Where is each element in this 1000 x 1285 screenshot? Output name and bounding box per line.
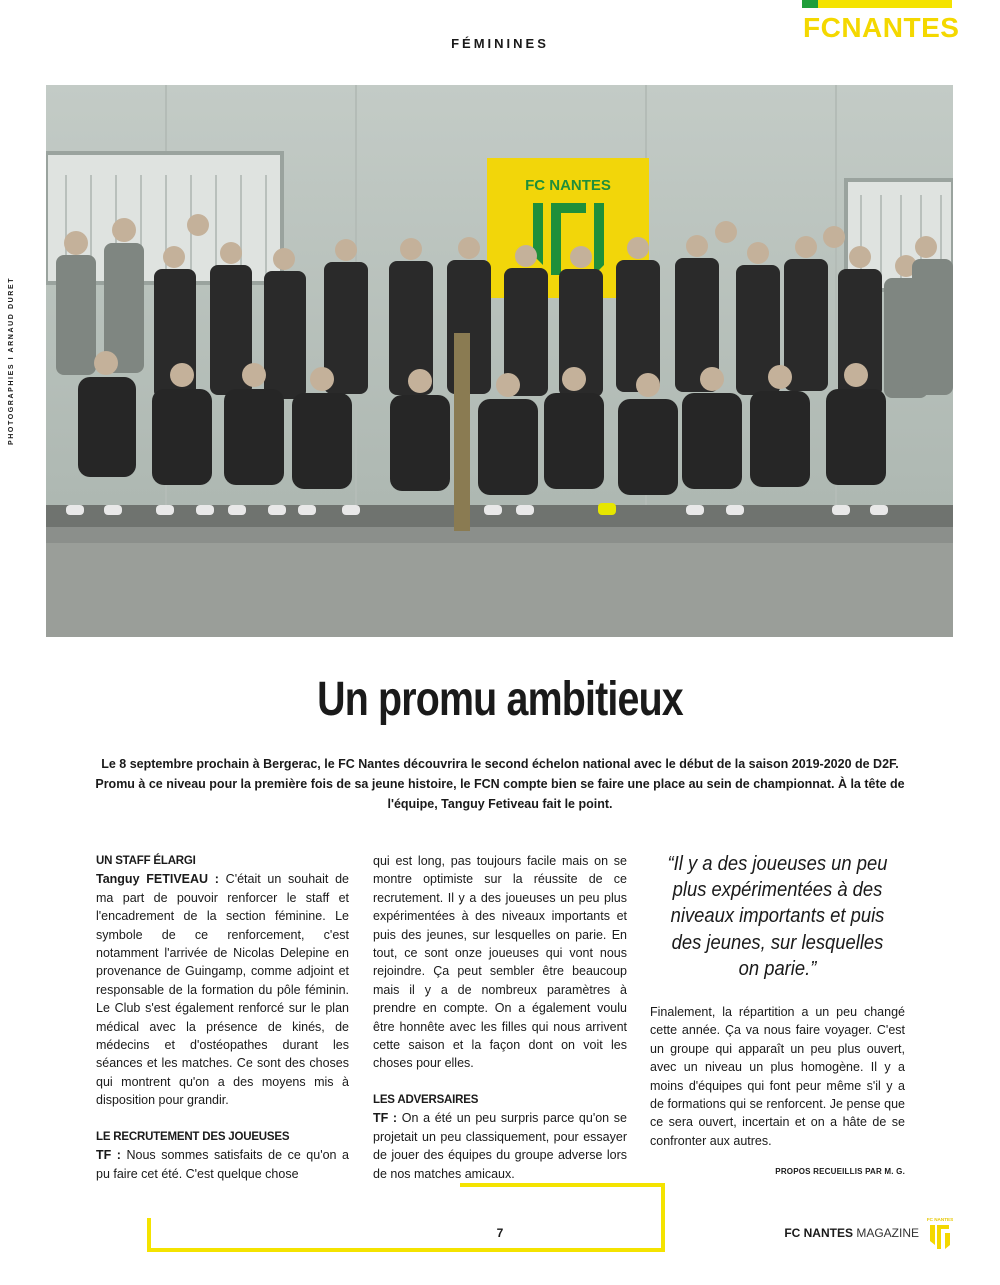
paragraph-staff: Tanguy FETIVEAU : C'était un souhait de ma part de pouvoir renforcer le staff et l'encadrement de la section féminine. Le symbole de ce renforcement, c'est notamment l'arrivée de Nicolas Delepine en provenance de Guingamp, comme adjoint et responsable de la formation du pôle féminin. Le Club s'est également renforcé sur le plan médical avec la présence de kinés, de médecins et d'ostéopathes durant les séances et les matches. Ce sont des choses qui montrent qu'on a des moyens mis à disposition pour grandir.	[96, 872, 349, 1108]
paragraph-opponents: TF : On a été un peu surpris parce qu'on se projetait un peu classiquement, pour essayer de jouer des équipes du groupe adverse lors de nos matches amicaux.	[373, 1111, 627, 1181]
brand-bar-yellow	[818, 0, 952, 8]
frame-line-right	[661, 1183, 665, 1252]
article-column-1	[96, 852, 349, 1183]
brand-bar-green	[802, 0, 818, 8]
team-photo-illustration	[46, 85, 953, 637]
team-photo	[46, 85, 953, 637]
subheading-recruitment: LE RECRUTEMENT DES JOUEUSES	[96, 1130, 290, 1143]
subheading-staff: UN STAFF ÉLARGI	[96, 855, 196, 867]
speaker-label: Tanguy FETIVEAU :	[96, 872, 219, 887]
paragraph-recruitment: TF : Nous sommes satisfaits de ce qu'on a pu faire cet été. C'est quelque chose	[96, 1148, 349, 1181]
subheading-opponents: LES ADVERSAIRES	[373, 1093, 479, 1106]
brand-logotype: FCNANTES	[803, 12, 960, 43]
frame-line-bottom	[147, 1248, 665, 1252]
byline: PROPOS RECUEILLIS PAR M. G.	[775, 1167, 905, 1176]
speaker-label: TF :	[373, 1111, 398, 1126]
pull-quote: “Il y a des joueuses un peu plus expérimentées à des niveaux importants et puis des jeunes, sur lesquelles on parie.”	[667, 853, 888, 980]
paragraph-opponents-continued: Finalement, la répartition a un peu changé cette année. Ça va nous faire voyager. C'est un groupe qui apparaît un peu plus ouvert, avec un niveau un plus homogène. Il y a moins d'équipes qui font peur même s'il y a de formations qui se renforcent. Je pense que ce sera ouvert, incertain et on a hâte de se confronter aux autres.	[650, 1005, 905, 1148]
svg-text:FC NANTES: FC NANTES	[926, 1217, 954, 1222]
sign-text: FC NANTES	[525, 177, 611, 194]
paragraph-recruitment-continued: qui est long, pas toujours facile mais on se montre optimiste sur la réussite de ce recrutement. Il y a des joueuses un peu plus expérimentées à des niveaux importants et puis des jeunes, sur lesquelles on parie. En tout, ce sont onze joueuses qui vont nous rejoindre. Ça peut sembler être beaucoup mais il y a de nombreux paramètres à prendre en compte. On a également voulu être honnête avec les filles qui nous arrivent cette saison et la façon dont on voit les choses pour elles.	[373, 854, 627, 1071]
article-column-2	[373, 852, 627, 1183]
magazine-name: FC NANTES MAGAZINE	[784, 1226, 919, 1240]
page-number: 7	[496, 1226, 504, 1240]
photo-credit: PHOTOGRAPHIES I ARNAUD DURET	[8, 276, 15, 445]
article-intro: Le 8 septembre prochain à Bergerac, le FC Nantes découvrira le second échelon national avec le début de la saison 2019-2020 de D2F. Promu à ce niveau pour la première fois de sa jeune histoire, le FCN compte bien se faire une place au sein de championnat. À la tête de l'équipe, Tanguy Fetiveau fait le point.	[95, 757, 905, 811]
frame-line-top	[460, 1183, 665, 1187]
wooden-post	[454, 333, 470, 531]
club-crest-icon	[925, 1215, 955, 1253]
article-title: Un promu ambitieux	[317, 673, 683, 726]
section-label: FÉMININES	[451, 36, 549, 51]
article-column-3	[650, 1003, 905, 1150]
speaker-label: TF :	[96, 1148, 121, 1163]
frame-line-left	[147, 1218, 151, 1252]
